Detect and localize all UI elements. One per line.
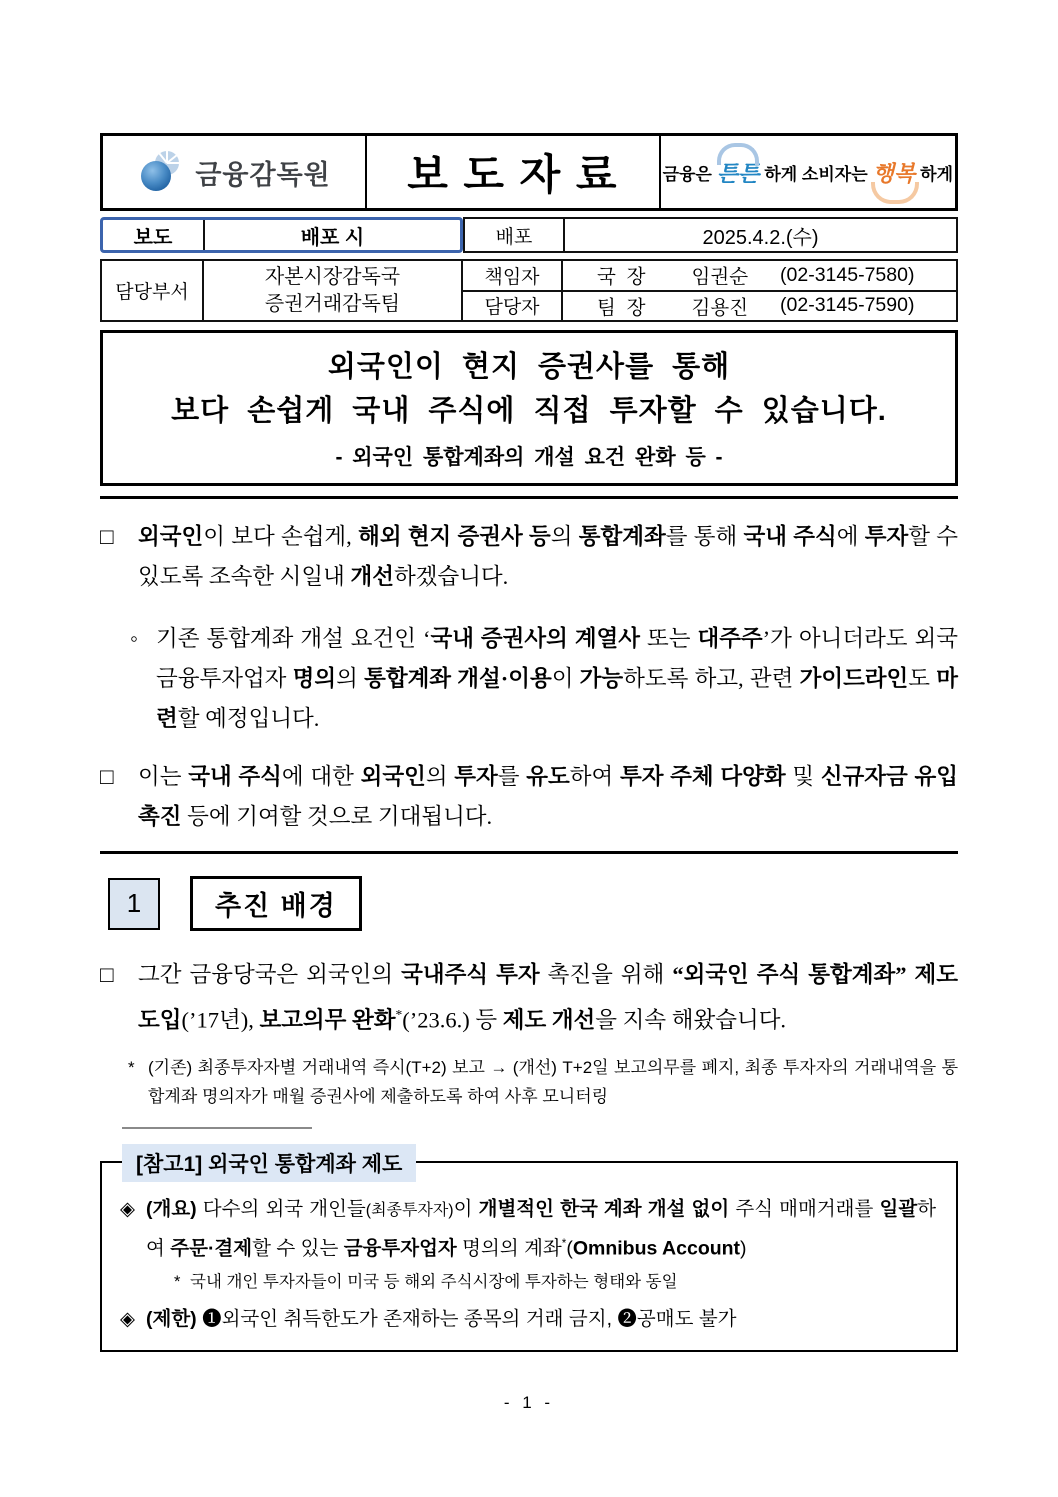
footnote-marker: * — [128, 1057, 135, 1077]
headline-box — [100, 330, 958, 486]
org-slogan — [661, 136, 955, 208]
headline-line1: 외국인이 현지 증권사를 통해 — [327, 351, 731, 383]
section-number-badge: 1 — [108, 878, 160, 930]
contact-detail — [563, 261, 956, 290]
footnote-text: (기존) 최종투자자별 거래내역 즉시(T+2) 보고 → (개선) T+2일 보고의무를 폐지, 최종 투자자의 거래내역을 통합계좌 명의자가 매월 증권사에 제출하도록 하여 사후 모니터링 — [148, 1057, 958, 1106]
slogan-text: 하게 — [920, 164, 953, 184]
org-name: 금융감독원 — [195, 159, 331, 190]
reference-item-restriction — [112, 1303, 940, 1336]
bullet-square: □ — [100, 524, 114, 549]
doc-type-title: 보 도 자 료 — [367, 136, 660, 208]
org-logo-cell — [103, 136, 367, 208]
release-label: 보도 — [103, 220, 205, 250]
release-type-box — [100, 217, 463, 253]
dept-name-line1: 자본시장감독국 — [264, 265, 401, 288]
contact-table — [100, 259, 958, 322]
reference-item-text: (개요) 다수의 외국 개인들(최종투자자)이 개별적인 한국 계좌 개설 없이 주식 매매거래를 일괄하여 주문·결제할 수 있는 금융투자업자 명의의 계좌*(Omnibus Account) — [146, 1197, 937, 1259]
bullet-diamond: ◈ — [120, 1197, 135, 1220]
slogan-word-teunteun: 튼튼 — [717, 157, 760, 188]
fss-logo-icon — [137, 148, 185, 196]
contact-phone: (02-3145-7580) — [780, 263, 915, 286]
footnote-marker: * — [174, 1273, 181, 1291]
dept-label: 담당부서 — [102, 261, 204, 320]
dept-name — [204, 261, 463, 320]
contact-role-label: 책임자 — [463, 261, 563, 290]
table-row — [463, 292, 956, 321]
headline-line2: 보다 손쉽게 국내 주식에 직접 투자할 수 있습니다. — [171, 395, 887, 427]
page-number: - 1 - — [503, 1393, 555, 1412]
contact-name: 임권순 — [691, 266, 749, 289]
paragraph-text: 그간 금융당국은 외국인의 국내주식 투자 촉진을 위해 “외국인 주식 통합계좌” 제도 도입(’17년), 보고의무 완화*(’23.6.) 등 제도 개선을 지속 해왔습니다. — [138, 962, 958, 1033]
divider-rule — [100, 496, 958, 499]
contact-title: 국 장 — [597, 266, 646, 289]
contact-phone: (02-3145-7590) — [780, 294, 915, 317]
section-heading — [108, 876, 958, 931]
bullet-square: □ — [100, 962, 114, 987]
contact-role-label: 담당자 — [463, 292, 563, 321]
distribution-box — [463, 217, 958, 253]
reference-item-note — [174, 1269, 940, 1295]
bullet-square: □ — [100, 764, 114, 789]
summary-paragraph-1 — [100, 517, 958, 597]
release-info-row — [100, 217, 958, 253]
reference-item-overview — [112, 1193, 940, 1266]
section1-paragraph — [100, 955, 958, 1041]
reference-item-text: (제한) ❶외국인 취득한도가 존재하는 종목의 거래 금지, ❷공매도 불가 — [146, 1308, 737, 1330]
footnote — [128, 1053, 958, 1111]
paragraph-text: 이는 국내 주식에 대한 외국인의 투자를 유도하여 투자 주체 다양화 및 신규자금 유입 촉진 등에 기여할 것으로 기대됩니다. — [138, 764, 958, 829]
reference-box — [100, 1152, 958, 1353]
paragraph-text: 외국인이 보다 손쉽게, 해외 현지 증권사 등의 통합계좌를 통해 국내 주식에 투자할 수 있도록 조속한 시일내 개선하겠습니다. — [138, 524, 958, 589]
contact-detail — [563, 292, 956, 321]
slogan-word-haengbok: 행복 — [873, 157, 916, 188]
distribution-label: 배포 — [465, 219, 565, 251]
slogan-text: 금융은 — [662, 164, 712, 184]
contact-title: 팀 장 — [597, 296, 646, 319]
bullet-diamond: ◈ — [120, 1308, 135, 1330]
bullet-circle: ◦ — [130, 626, 138, 651]
paragraph-text: 기존 통합계좌 개설 요건인 ‘국내 증권사의 계열사 또는 대주주’가 아니더라도 외국 금융투자업자 명의의 통합계좌 개설·이용이 가능하도록 하고, 관련 가이드라인도 마련할 예정입니다. — [156, 626, 958, 731]
release-value: 배포 시 — [300, 226, 365, 249]
table-row — [463, 261, 956, 292]
divider-rule — [100, 851, 958, 854]
distribution-date: 2025.4.2.(수) — [702, 226, 819, 249]
section-title: 추진 배경 — [190, 876, 362, 931]
contact-rows — [463, 261, 956, 320]
slogan-text: 하게 소비자는 — [764, 164, 868, 184]
reference-box-header: [참고1] 외국인 통합계좌 제도 — [122, 1144, 416, 1182]
contact-name: 김용진 — [691, 296, 749, 319]
header-banner — [100, 133, 958, 211]
headline-subtitle: - 외국인 통합계좌의 개설 요건 완화 등 - — [335, 446, 723, 469]
dept-name-line2: 증권거래감독팀 — [264, 292, 401, 315]
document-content — [100, 133, 958, 1352]
summary-paragraph-3 — [100, 757, 958, 837]
footnote-rule — [122, 1127, 312, 1129]
footnote-text: 국내 개인 투자자들이 미국 등 해외 주식시장에 투자하는 형태와 동일 — [190, 1273, 678, 1291]
summary-paragraph-2 — [130, 619, 958, 739]
